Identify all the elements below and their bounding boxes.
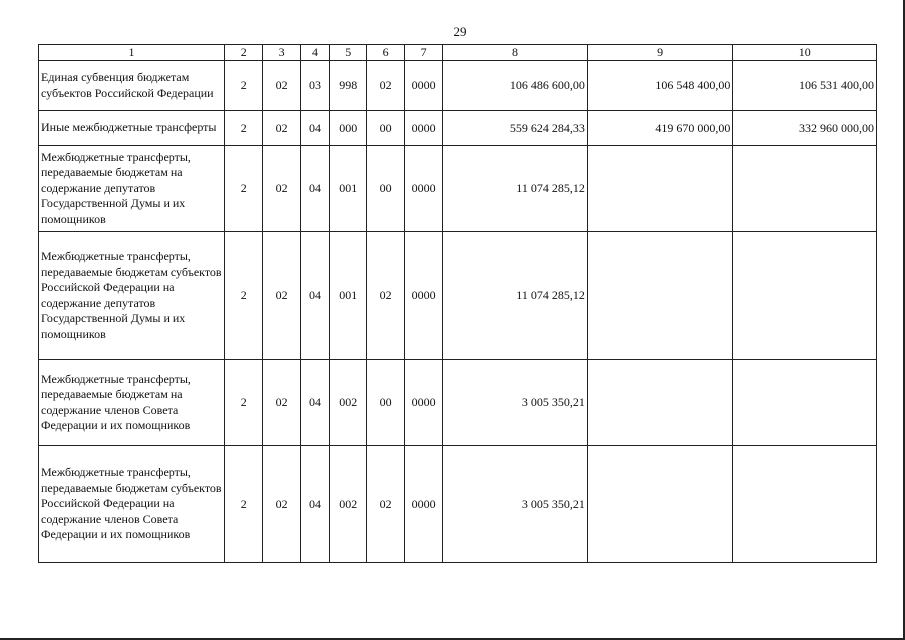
- cell-code: 001: [330, 232, 367, 360]
- cell-amount: 11 074 285,12: [443, 232, 588, 360]
- cell-amount: [733, 146, 877, 232]
- cell-amount: [587, 360, 733, 446]
- table-row: [39, 232, 877, 360]
- cell-code: 0000: [404, 111, 442, 146]
- cell-amount: [587, 446, 733, 563]
- cell-code: 0000: [404, 360, 442, 446]
- cell-code: 04: [300, 146, 329, 232]
- table-row: [39, 111, 877, 146]
- cell-amount: 11 074 285,12: [443, 146, 588, 232]
- cell-code: 02: [367, 232, 404, 360]
- cell-amount: [587, 146, 733, 232]
- cell-code: 0000: [404, 61, 442, 111]
- column-header: 6: [367, 45, 404, 61]
- table-row: [39, 446, 877, 563]
- cell-code: 04: [300, 446, 329, 563]
- cell-code: 04: [300, 360, 329, 446]
- cell-code: 00: [367, 146, 404, 232]
- cell-code: 0000: [404, 232, 442, 360]
- cell-code: 04: [300, 232, 329, 360]
- column-header: 8: [443, 45, 588, 61]
- cell-code: 02: [263, 446, 300, 563]
- row-name: Межбюджетные трансферты, передаваемые бюджетам субъектов Российской Федерации на содержание членов Совета Федерации и их помощников: [39, 446, 225, 563]
- cell-amount: 3 005 350,21: [443, 446, 588, 563]
- cell-code: 998: [330, 61, 367, 111]
- cell-code: 02: [263, 61, 300, 111]
- column-header: 1: [39, 45, 225, 61]
- cell-code: 00: [367, 360, 404, 446]
- cell-code: 2: [224, 111, 262, 146]
- row-name: Межбюджетные трансферты, передаваемые бюджетам на содержание депутатов Государственной Думы и их помощников: [39, 146, 225, 232]
- cell-amount: 3 005 350,21: [443, 360, 588, 446]
- cell-code: 04: [300, 111, 329, 146]
- column-header: 10: [733, 45, 877, 61]
- cell-code: 0000: [404, 146, 442, 232]
- cell-code: 02: [263, 111, 300, 146]
- table-row: [39, 61, 877, 111]
- cell-amount: 106 531 400,00: [733, 61, 877, 111]
- cell-code: 0000: [404, 446, 442, 563]
- table-row: [39, 360, 877, 446]
- cell-amount: [733, 232, 877, 360]
- cell-code: 00: [367, 111, 404, 146]
- cell-code: 2: [224, 146, 262, 232]
- cell-amount: [587, 232, 733, 360]
- column-header: 4: [300, 45, 329, 61]
- column-header: 7: [404, 45, 442, 61]
- row-name: Межбюджетные трансферты, передаваемые бюджетам субъектов Российской Федерации на содержание депутатов Государственной Думы и их помощников: [39, 232, 225, 360]
- cell-code: 02: [263, 232, 300, 360]
- table-row: [39, 146, 877, 232]
- budget-table: [38, 44, 877, 563]
- column-header: 2: [224, 45, 262, 61]
- cell-code: 2: [224, 360, 262, 446]
- cell-code: 002: [330, 446, 367, 563]
- cell-code: 02: [367, 61, 404, 111]
- cell-amount: [733, 360, 877, 446]
- page-number: 29: [453, 24, 467, 39]
- cell-amount: 332 960 000,00: [733, 111, 877, 146]
- cell-code: 03: [300, 61, 329, 111]
- cell-amount: 106 548 400,00: [587, 61, 733, 111]
- cell-code: 02: [367, 446, 404, 563]
- cell-code: 001: [330, 146, 367, 232]
- cell-code: 002: [330, 360, 367, 446]
- cell-amount: [733, 446, 877, 563]
- cell-code: 02: [263, 360, 300, 446]
- row-name: Единая субвенция бюджетам субъектов Российской Федерации: [39, 61, 225, 111]
- cell-code: 000: [330, 111, 367, 146]
- cell-amount: 559 624 284,33: [443, 111, 588, 146]
- column-header: 3: [263, 45, 300, 61]
- cell-code: 2: [224, 61, 262, 111]
- column-header: 5: [330, 45, 367, 61]
- column-header: 9: [587, 45, 733, 61]
- cell-code: 2: [224, 232, 262, 360]
- row-name: Межбюджетные трансферты, передаваемые бюджетам на содержание членов Совета Федерации и их помощников: [39, 360, 225, 446]
- cell-amount: 419 670 000,00: [587, 111, 733, 146]
- header-row: [39, 45, 877, 61]
- cell-amount: 106 486 600,00: [443, 61, 588, 111]
- cell-code: 2: [224, 446, 262, 563]
- row-name: Иные межбюджетные трансферты: [39, 111, 225, 146]
- cell-code: 02: [263, 146, 300, 232]
